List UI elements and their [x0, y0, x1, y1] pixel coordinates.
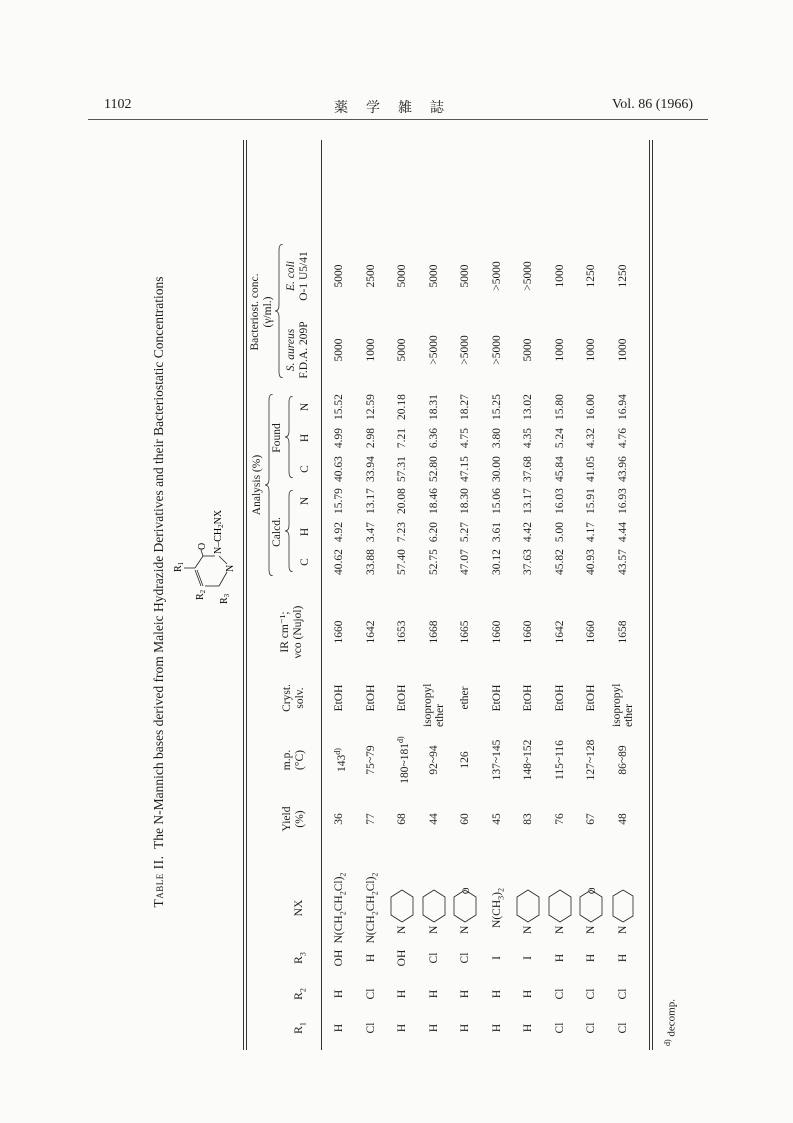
cell-fh: 4.75 — [459, 427, 471, 449]
header-found-h: H — [299, 433, 311, 443]
cell-cc: 40.93 — [585, 549, 597, 575]
cell-fh: 2.98 — [364, 427, 377, 449]
cell-ec: 1250 — [616, 264, 629, 288]
cell-r1: H — [459, 1023, 471, 1033]
cell-r2: Cl — [364, 988, 377, 1000]
cell-r1: H — [490, 1023, 503, 1033]
cell-ec: 5000 — [333, 264, 345, 288]
volume-info: Vol. 86 (1966) — [612, 97, 694, 112]
brace-analysis — [265, 394, 273, 576]
cell-fh: 4.35 — [522, 427, 534, 449]
cell-fc: 41.05 — [585, 456, 597, 482]
brace-bacteriostatic — [275, 244, 283, 378]
structure-ring-bond-g — [219, 556, 227, 564]
cell-ch: 3.47 — [364, 521, 377, 543]
header-ir: IR cm⁻¹; νco (Nujol) — [279, 605, 304, 659]
cell-r1: H — [427, 1023, 440, 1033]
structure-n1: $N-CH_2NX$ — [213, 509, 225, 554]
cell-cc: 40.62 — [333, 549, 345, 575]
cell-solv: EtOH — [585, 684, 597, 712]
cell-nx: $N(CH_2CH_2Cl)_2$ — [364, 872, 379, 944]
cell-r1: Cl — [585, 1022, 597, 1034]
header-r1: $R_1$ — [293, 1022, 308, 1034]
cell-yield: 68 — [396, 813, 408, 825]
morpholine-ring-icon — [452, 888, 478, 924]
cell-nx — [396, 864, 408, 934]
cell-ec: 5000 — [396, 264, 408, 288]
cell-fc: 30.00 — [490, 456, 503, 482]
cell-yield: 77 — [364, 813, 377, 825]
cell-r3: H — [364, 953, 377, 963]
table-caption — [151, 142, 167, 1042]
cell-r2: H — [522, 989, 534, 999]
piperidine-ring-icon — [515, 888, 541, 924]
cell-cc: 52.75 — [427, 549, 440, 575]
header-ecoli: E. coli O-1 U5/41 — [285, 251, 310, 301]
cell-solv: isopropyl ether — [610, 683, 635, 727]
header-calcd-c: C — [299, 558, 311, 566]
header-r3: $R_3$ — [293, 952, 308, 964]
cell-cn: 16.03 — [553, 488, 566, 514]
cell-ir: 1642 — [553, 620, 566, 644]
header-found-n: N — [299, 402, 311, 412]
cell-sa: 1000 — [616, 338, 629, 362]
cell-fn: 13.02 — [522, 394, 534, 420]
header-r2: $R_2$ — [293, 988, 308, 1000]
cell-mp: 127~128 — [585, 739, 597, 781]
cell-ec: 1000 — [553, 264, 566, 288]
cell-ec: 5000 — [459, 264, 471, 288]
brace-found — [285, 396, 293, 478]
cell-solv: EtOH — [522, 684, 534, 712]
cell-sa: >5000 — [427, 335, 440, 365]
cell-cn: 16.93 — [616, 488, 629, 514]
cell-solv: ether — [459, 686, 471, 710]
structure-diagram — [171, 480, 237, 630]
cell-sa: 5000 — [522, 338, 534, 362]
cell-r3: H — [585, 953, 597, 963]
cell-r3: H — [553, 953, 566, 963]
piperidine-ring-icon — [547, 888, 573, 924]
cell-nx — [554, 864, 566, 934]
cell-ir: 1653 — [396, 620, 408, 644]
cell-cc: 45.82 — [553, 549, 566, 575]
table-bottom-rule — [649, 140, 650, 1050]
cell-cn: 13.17 — [364, 488, 377, 514]
cell-cc: 43.57 — [616, 549, 629, 575]
header-yield: Yield (%) — [281, 806, 306, 832]
cell-mp: 115~116 — [553, 740, 566, 780]
header-nx: NX — [293, 899, 305, 917]
cell-fh: 6.36 — [427, 427, 440, 449]
cell-ec: >5000 — [490, 261, 503, 291]
nx-nitrogen: N — [616, 925, 629, 934]
cell-mp: 92~94 — [427, 745, 440, 775]
cell-ir: 1642 — [364, 620, 377, 644]
cell-cn: 18.46 — [427, 488, 440, 514]
table-top-rule-2 — [246, 140, 247, 1050]
cell-fc: 40.63 — [333, 456, 345, 482]
table-caption-label: Table II. — [151, 855, 166, 908]
header-cryst: Cryst. solv. — [281, 684, 306, 712]
cell-fn: 18.31 — [427, 394, 440, 420]
cell-r2: H — [333, 989, 345, 999]
page-number: 1102 — [104, 97, 132, 112]
footnote-text: decomp. — [665, 999, 678, 1040]
header-calcd-h: H — [299, 527, 311, 537]
cell-solv: EtOH — [396, 684, 408, 712]
svg-text:O: O — [587, 888, 597, 894]
cell-fn: 16.94 — [616, 394, 629, 420]
piperidine-ring-icon — [421, 888, 447, 924]
cell-r3: I — [522, 956, 534, 960]
cell-cc: 33.88 — [364, 549, 377, 575]
cell-solv: isopropyl ether — [421, 683, 446, 727]
structure-r3: $R_3$ — [219, 593, 231, 604]
structure-carbonyl-bond — [201, 550, 203, 556]
cell-mp: 180~181$^{d)}$ — [396, 736, 411, 784]
structure-o: O — [197, 542, 208, 550]
cell-cn: 15.06 — [490, 488, 503, 514]
cell-ir: 1668 — [427, 620, 440, 644]
header-analysis: Analysis (%) — [251, 454, 263, 516]
header-bacteriostatic: Bacteriost. conc. (γ/ml.) — [249, 273, 274, 351]
cell-fn: 15.80 — [553, 394, 566, 420]
cell-fh: 4.32 — [585, 427, 597, 449]
header-rule — [88, 119, 708, 120]
cell-sa: >5000 — [490, 335, 503, 365]
cell-sa: 1000 — [585, 338, 597, 362]
cell-ir: 1660 — [522, 620, 534, 644]
header-saureus: S. aureus F.D.A. 209P — [285, 321, 310, 379]
cell-mp: 75~79 — [364, 745, 377, 775]
pyrrolidine-ring-icon — [610, 888, 636, 924]
cell-fc: 33.94 — [364, 456, 377, 482]
cell-solv: EtOH — [333, 684, 345, 712]
rotated-table — [151, 140, 678, 1050]
cell-r3: OH — [333, 949, 345, 967]
cell-fh: 5.24 — [553, 427, 566, 449]
morpholine-ring-icon — [578, 888, 604, 924]
cell-r2: Cl — [553, 988, 566, 1000]
cell-solv: EtOH — [553, 684, 566, 712]
cell-ir: 1660 — [490, 620, 503, 644]
cell-sa: 5000 — [396, 338, 408, 362]
cell-nx: $N(CH_2CH_2Cl)_2$ — [333, 872, 348, 944]
cell-sa: >5000 — [459, 335, 471, 365]
cell-mp: 143$^{d)}$ — [333, 748, 348, 772]
header-found-c: C — [299, 465, 311, 473]
cell-fh: 7.21 — [396, 427, 408, 449]
nx-nitrogen: N — [459, 925, 471, 934]
cell-yield: 60 — [459, 813, 471, 825]
cell-mp: 148~152 — [522, 739, 534, 781]
cell-solv: EtOH — [490, 684, 503, 712]
structure-ring-bond-c — [195, 556, 203, 568]
cell-nx — [585, 864, 597, 934]
cell-fc: 43.96 — [616, 456, 629, 482]
cell-fc: 37.68 — [522, 456, 534, 482]
cell-r2: Cl — [616, 988, 629, 1000]
cell-yield: 45 — [490, 813, 503, 825]
cell-ec: 5000 — [427, 264, 440, 288]
cell-fc: 52.80 — [427, 456, 440, 482]
footnote — [663, 999, 678, 1046]
cell-fn: 16.00 — [585, 394, 597, 420]
cell-r1: Cl — [616, 1022, 629, 1034]
cell-mp: 126 — [459, 751, 471, 769]
cell-sa: 1000 — [364, 338, 377, 362]
cell-sa: 1000 — [553, 338, 566, 362]
cell-fh: 3.80 — [490, 427, 503, 449]
cell-ir: 1660 — [585, 620, 597, 644]
table-header-rule — [321, 140, 322, 1050]
header-calcd-n: N — [299, 496, 311, 506]
table-caption-text: The N-Mannich bases derived from Maleic Hydrazide Derivatives and their Bacteriostatic Concentrations — [151, 276, 166, 849]
cell-nx — [522, 864, 534, 934]
cell-sa: 5000 — [333, 338, 345, 362]
cell-fc: 45.84 — [553, 456, 566, 482]
header-calcd: Calcd. — [271, 517, 283, 547]
cell-yield: 48 — [616, 813, 629, 825]
cell-fc: 57.31 — [396, 456, 408, 482]
cell-r3: OH — [396, 949, 408, 967]
structure-r2: $R_2$ — [195, 589, 207, 600]
svg-text:O: O — [461, 888, 471, 894]
cell-yield: 83 — [522, 813, 534, 825]
cell-fn: 15.25 — [490, 394, 503, 420]
cell-ch: 6.20 — [427, 521, 440, 543]
cell-nx — [428, 864, 440, 934]
cell-r2: H — [427, 989, 440, 999]
cell-ir: 1658 — [616, 620, 629, 644]
cell-ec: 1250 — [585, 264, 597, 288]
cell-solv: EtOH — [364, 684, 377, 712]
cell-ch: 7.23 — [396, 521, 408, 543]
nx-nitrogen: N — [396, 925, 408, 934]
brace-calcd — [285, 490, 293, 572]
cell-yield: 76 — [553, 813, 566, 825]
cell-fn: 15.52 — [333, 394, 345, 420]
nx-nitrogen: N — [553, 925, 566, 934]
cell-yield: 44 — [427, 813, 440, 825]
structure-ring-bond-f — [219, 572, 227, 586]
cell-fh: 4.99 — [333, 427, 345, 449]
cell-r2: Cl — [585, 988, 597, 1000]
cell-r1: H — [396, 1023, 408, 1033]
cell-nx — [617, 864, 629, 934]
cell-r3: I — [490, 956, 503, 960]
cell-ir: 1660 — [333, 620, 345, 644]
cell-fn: 20.18 — [396, 394, 408, 420]
nx-nitrogen: N — [522, 925, 534, 934]
cell-cn: 13.17 — [522, 488, 534, 514]
nx-nitrogen: N — [427, 925, 440, 934]
cell-ec: 2500 — [364, 264, 377, 288]
cell-ch: 4.42 — [522, 521, 534, 543]
cell-fc: 47.15 — [459, 456, 471, 482]
cell-ch: 3.61 — [490, 521, 503, 543]
header-found: Found — [271, 423, 283, 453]
cell-cn: 15.79 — [333, 488, 345, 514]
journal-title: 薬 学 雑 誌 — [334, 100, 446, 116]
cell-cc: 37.63 — [522, 549, 534, 575]
cell-mp: 86~89 — [616, 745, 629, 775]
cell-r3: Cl — [459, 952, 471, 964]
cell-r1: H — [522, 1023, 534, 1033]
cell-fn: 12.59 — [364, 394, 377, 420]
cell-ch: 5.00 — [553, 521, 566, 543]
piperidine-ring-icon — [389, 888, 415, 924]
cell-cc: 57.40 — [396, 549, 408, 575]
cell-fn: 18.27 — [459, 394, 471, 420]
cell-fh: 4.76 — [616, 427, 629, 449]
cell-r2: H — [490, 989, 503, 999]
cell-ch: 4.44 — [616, 521, 629, 543]
cell-r1: Cl — [553, 1022, 566, 1034]
cell-cn: 20.08 — [396, 488, 408, 514]
cell-ir: 1665 — [459, 620, 471, 644]
cell-r2: H — [396, 989, 408, 999]
cell-r1: Cl — [364, 1022, 377, 1034]
cell-ch: 4.92 — [333, 521, 345, 543]
cell-r3: Cl — [427, 952, 440, 964]
cell-r2: H — [459, 989, 471, 999]
cell-nx — [459, 864, 471, 934]
footnote-mark: d) — [663, 1039, 672, 1046]
cell-cn: 15.91 — [585, 488, 597, 514]
cell-ec: >5000 — [522, 261, 534, 291]
cell-yield: 67 — [585, 813, 597, 825]
cell-yield: 36 — [333, 813, 345, 825]
cell-r3: H — [616, 953, 629, 963]
structure-r1: $R_1$ — [173, 561, 185, 572]
header-mp: m.p. (°C) — [281, 749, 306, 771]
cell-cn: 18.30 — [459, 488, 471, 514]
cell-ch: 4.17 — [585, 521, 597, 543]
nx-nitrogen: N — [585, 925, 597, 934]
cell-ch: 5.27 — [459, 521, 471, 543]
table-bottom-rule-2 — [652, 140, 653, 1050]
cell-mp: 137~145 — [490, 739, 503, 781]
cell-cc: 47.07 — [459, 549, 471, 575]
cell-cc: 30.12 — [490, 549, 503, 575]
cell-r1: H — [333, 1023, 345, 1033]
structure-n2: N — [225, 564, 236, 572]
table-top-rule — [243, 140, 244, 1050]
cell-nx: $N(CH_3)_2$ — [490, 888, 505, 928]
